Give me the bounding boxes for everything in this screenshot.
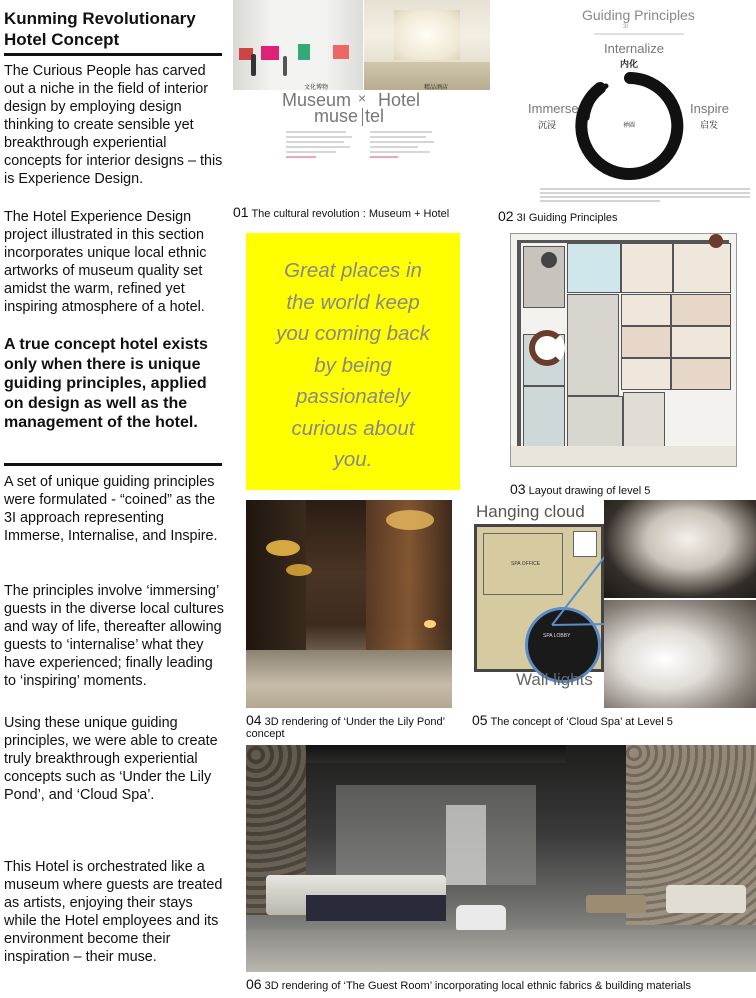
immerse-label: Immerse [528,101,579,116]
zen-cn-label: 禅圆 [623,123,636,129]
caption-03 [510,481,650,497]
caption-06 [246,976,691,992]
floor-plan-drawing [510,233,737,467]
caption-04 [246,712,470,740]
wall-lights-photo [604,600,756,708]
caption-02-text: 3I Guiding Principles [516,212,618,224]
caption-05-number: 05 [472,712,488,728]
plan-round-feature-icon [529,330,565,366]
guiding-principles-sub: 3I [623,24,629,30]
inspire-cn-label: 启发 [700,120,719,130]
caption-04-text: 3D rendering of ‘Under the Lily Pond’ concept [246,716,445,740]
caption-05-text: The concept of ‘Cloud Spa’ at Level 5 [490,716,673,728]
guiding-principles-title: Guiding Principles [582,7,695,23]
spa-lobby-label: SPA LOBBY [543,633,571,639]
guiding-subtitle-line [594,33,684,35]
immersing-paragraph: The principles involve ‘immersing’ guests in the diverse local cultures and way of life, thereafter allowing guests to ‘internalise’ what they have experienced; finally leading to ‘inspiring’ moments. [4,583,224,689]
museum-gallery-photo [233,0,363,90]
caption-06-text: 3D rendering of ‘The Guest Room’ incorporating local ethnic fabrics & building materials [264,980,691,992]
wall-lights-label: Wall lights [516,670,593,689]
quote-line: the world keep [286,290,420,314]
quote-box [246,233,460,490]
intro-paragraph: The Curious People has carved out a niche in the field of interior design by employing design thinking to create sensible yet breakthrough experiential concepts for interior designs – this is Experience Design. [4,63,223,187]
title-divider [4,53,222,56]
lily-pond-rendering [246,500,452,708]
museum-fine-print [286,128,354,196]
muse-divider [362,108,363,126]
museum-cn-label: 文化博物 [304,85,329,91]
muse-word: muse [314,106,359,126]
caption-02 [498,208,618,224]
quote-line: Great places in [284,259,422,282]
plan-corner-icon [709,234,723,248]
quote-line: by being [314,353,392,377]
quote-text [246,255,460,476]
quote-line: you. [333,448,373,471]
cross-symbol: × [358,90,367,106]
boutique-hotel-photo [364,0,490,90]
principles-paragraph: A set of unique guiding principles were formulated - “coined” as the 3I approach representing Immerse, Internalise, and Inspire. [4,474,218,544]
immerse-cn-label: 沉浸 [538,120,557,130]
quote-line: curious about [291,416,415,440]
hotel-fine-print [370,128,438,196]
zen-fine-print [540,186,750,204]
project-paragraph: The Hotel Experience Design project illustrated in this section incorporates unique local ethnic artworks of museum quality set amidst the warm, refined yet inspiring atmosphere of a hotel. [4,209,207,315]
museum-paragraph: This Hotel is orchestrated like a museum where guests are treated as artists, enjoying their stays while the Hotel employees and its environment become their inspiration – their muse. [4,859,223,965]
museum-word: Museum [282,90,352,110]
cloud-spa-concept [472,500,756,708]
tel-word: tel [365,106,385,126]
caption-01 [233,204,449,220]
caption-01-text: The cultural revolution : Museum + Hotel [251,208,450,220]
hotel-cn-label: 精品酒店 [424,85,449,91]
statement-divider [4,463,222,466]
concepts-paragraph: Using these unique guiding principles, we were able to create truly breakthrough experiential concepts such as ‘Under the Lily Pond’, and ‘Cloud Spa’. [4,715,218,803]
inspire-label: Inspire [690,101,730,116]
hanging-cloud-label: Hanging cloud [476,502,585,521]
spa-office-label: SPA OFFICE [511,561,541,567]
caption-05 [472,712,673,728]
internalize-cn-label: 内化 [620,59,639,69]
caption-06-number: 06 [246,976,262,992]
caption-04-number: 04 [246,712,262,728]
caption-01-number: 01 [233,204,249,220]
guest-room-rendering [246,745,756,972]
pointer-lines-icon [532,540,612,630]
caption-03-number: 03 [510,481,526,497]
internalize-label: Internalize [604,41,664,56]
key-statement: A true concept hotel exists only when there is unique guiding principles, applied on design as well as the management of the hotel. [4,336,208,431]
hotel-word: Hotel [378,90,421,110]
quote-line: passionately [296,385,410,408]
quote-line: you coming back [276,322,430,345]
plan-round-lobby-icon [541,252,557,268]
hanging-cloud-photo [604,500,756,598]
page-title: Kunming Revolutionary Hotel Concept [4,9,196,49]
caption-02-number: 02 [498,208,514,224]
caption-03-text: Layout drawing of level 5 [528,485,651,497]
